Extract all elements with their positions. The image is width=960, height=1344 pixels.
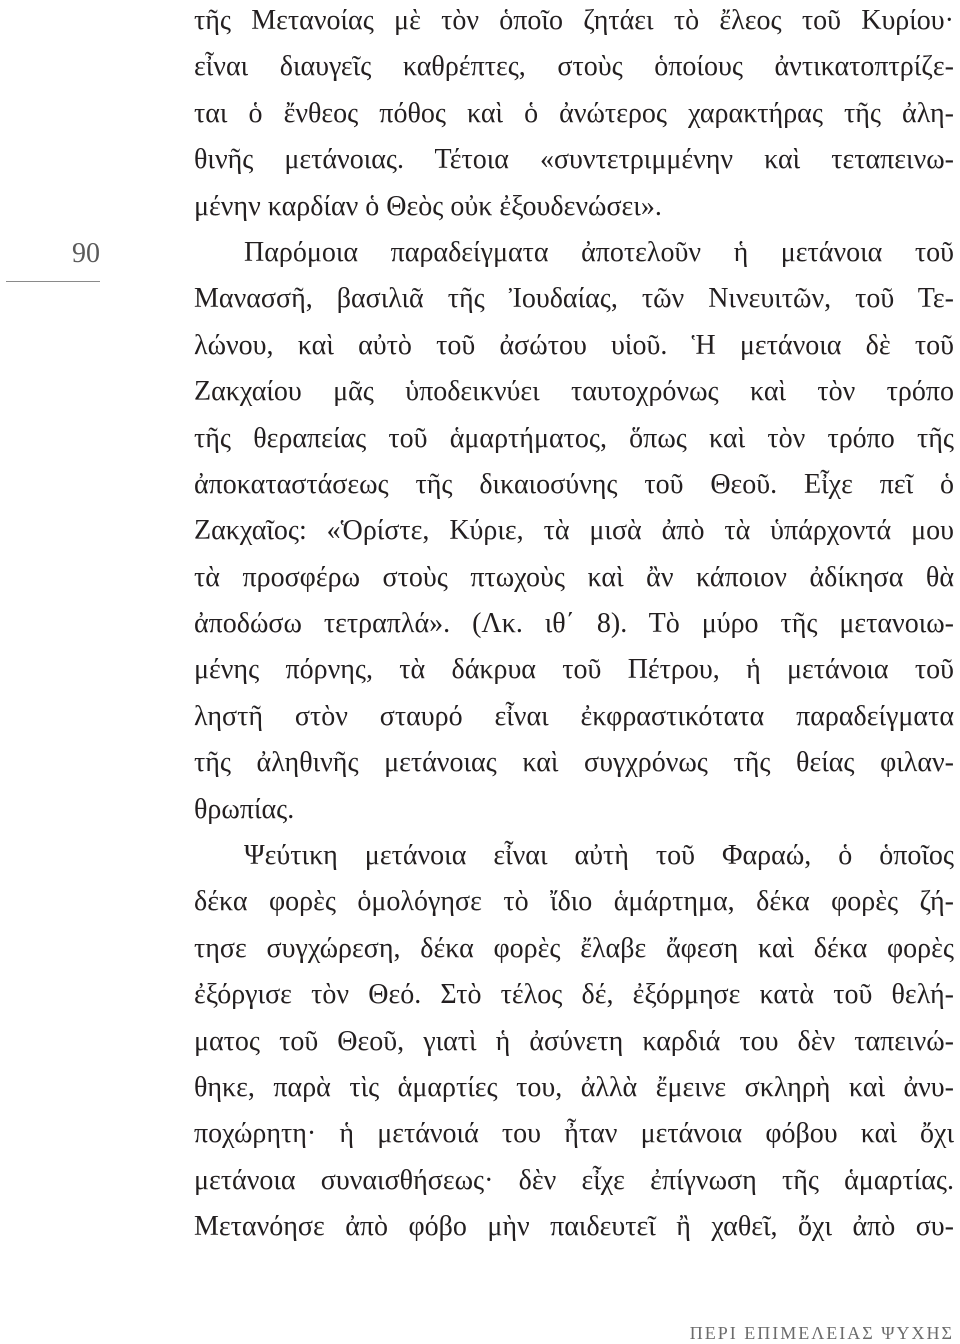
text-line: ματος τοῦ Θεοῦ, γιατὶ ἡ ἀσύνετη καρδιά του δὲν ταπεινώ- <box>194 1025 954 1057</box>
text-line: ται ὁ ἔνθεος πόθος καὶ ὁ ἀνώτερος χαρακτήρας τῆς ἀλη- <box>194 97 954 129</box>
text-line: δέκα φορὲς ὁμολόγησε τὸ ἴδιο ἁμάρτημα, δέκα φορὲς ζή- <box>194 886 954 918</box>
text-line: Ζακχαίου μᾶς ὑποδεικνύει ταυτοχρόνως καὶ τὸν τρόπο <box>194 376 954 408</box>
text-line: τῆς Μετανοίας μὲ τὸν ὁποῖο ζητάει τὸ ἔλεος τοῦ Κυρίου· <box>194 5 954 36</box>
text-line: Μανασσῆ, βασιλιᾶ τῆς Ἰουδαίας, τῶν Νινευιτῶν, τοῦ Τε- <box>194 283 954 315</box>
text-line: ἀποκαταστάσεως τῆς δικαιοσύνης τοῦ Θεοῦ. Εἶχε πεῖ ὁ <box>194 468 954 500</box>
page-number-rule <box>6 281 100 282</box>
text-line: ληστῆ στὸν σταυρό εἶναι ἐκφραστικότατα παραδείγματα <box>194 700 954 732</box>
body-text <box>194 0 954 1251</box>
running-footer: ΠΕΡΙ ΕΠΙΜΕΛΕΙΑΣ ΨΥΧΗΣ <box>689 1323 954 1343</box>
text-line: εἶναι διαυγεῖς καθρέπτες, στοὺς ὁποίους ἀντικατοπτρίζε- <box>194 51 954 83</box>
text-line: ἀποδώσω τετραπλά». (Λκ. ιθ΄ 8). Τὸ μύρο τῆς μετανοιω- <box>194 608 954 640</box>
text-line: ποχώρητη· ἡ μετάνοιά του ἦταν μετάνοια φόβου καὶ ὄχι <box>194 1118 954 1150</box>
text-line: Ζακχαῖος: «Ὁρίστε, Κύριε, τὰ μισὰ ἀπὸ τὰ ὑπάρχοντά μου <box>194 515 954 547</box>
page-number: 90 <box>72 238 100 269</box>
text-line: τῆς ἀληθινῆς μετάνοιας καὶ συγχρόνως τῆς θείας φιλαν- <box>194 747 954 779</box>
text-line: Μετανόησε ἀπὸ φόβο μὴν παιδευτεῖ ἢ χαθεῖ, ὄχι ἀπὸ συ- <box>194 1211 954 1243</box>
text-line: μένην καρδίαν ὁ Θεὸς οὐκ ἐξουδενώσει». <box>194 190 662 222</box>
text-line: θρωπίας. <box>194 793 295 825</box>
text-line: μένης πόρνης, τὰ δάκρυα τοῦ Πέτρου, ἡ μετάνοια τοῦ <box>194 654 954 686</box>
text-line: θινῆς μετάνοιας. Τέτοια «συντετριμμένην καὶ τεταπεινω- <box>194 144 954 176</box>
text-line: τῆς θεραπείας τοῦ ἁμαρτήματος, ὅπως καὶ τὸν τρόπο τῆς <box>194 422 954 454</box>
text-line: ἐξόργισε τὸν Θεό. Στὸ τέλος δέ, ἐξόρμησε κατὰ τοῦ θελή- <box>194 979 954 1011</box>
text-line: θηκε, παρὰ τὶς ἁμαρτίες του, ἀλλὰ ἔμεινε σκληρὴ καὶ ἀνυ- <box>194 1071 954 1103</box>
text-line: μετάνοια συναισθήσεως· δὲν εἶχε ἐπίγνωση τῆς ἁμαρτίας. <box>194 1164 954 1196</box>
text-line: λώνου, καὶ αὐτὸ τοῦ ἀσώτου υἱοῦ. Ἡ μετάνοια δὲ τοῦ <box>194 329 954 361</box>
text-line: Ψεύτικη μετάνοια εἶναι αὐτὴ τοῦ Φαραώ, ὁ ὁποῖος <box>244 840 954 872</box>
text-line: Παρόμοια παραδείγματα ἀποτελοῦν ἡ μετάνοια τοῦ <box>244 236 954 268</box>
text-line: τὰ προσφέρω στοὺς πτωχοὺς καὶ ἂν κάποιον ἀδίκησα θὰ <box>194 561 954 593</box>
text-line: τησε συγχώρεση, δέκα φορὲς ἔλαβε ἄφεση καὶ δέκα φορὲς <box>194 932 954 964</box>
